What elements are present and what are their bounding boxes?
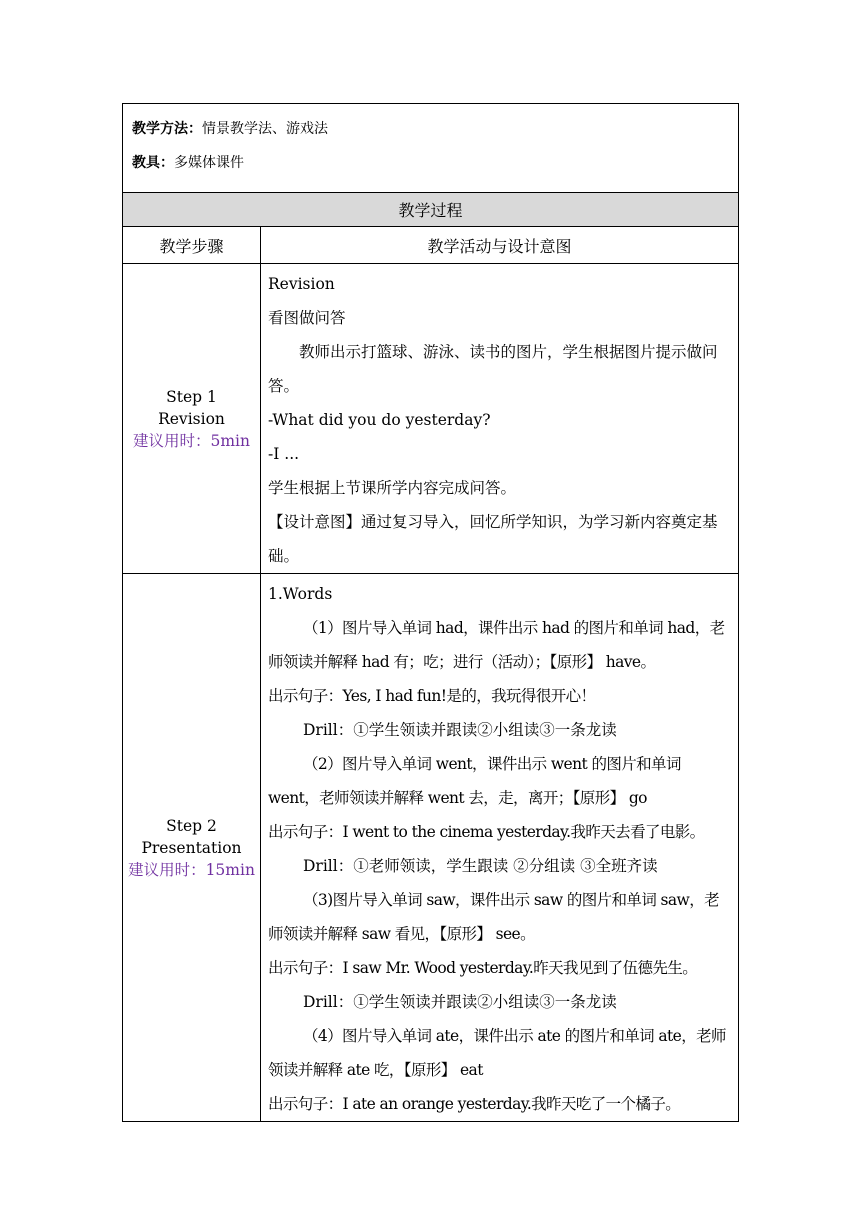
teaching-method-line xyxy=(132,112,738,146)
step2-line: 出示句子：I ate an orange yesterday.我昨天吃了一个橘子。 xyxy=(268,1095,681,1113)
tools-label: 教具： xyxy=(132,155,174,171)
step2-line: 出示句子：I went to the cinema yesterday.我昨天去看了电影。 xyxy=(268,823,705,841)
step1-line: -I ... xyxy=(268,445,300,463)
step2-line: 出示句子：I saw Mr. Wood yesterday.昨天我见到了伍德先生。 xyxy=(268,959,698,977)
lesson-plan-table xyxy=(122,103,739,1122)
step1-line: -What did you do yesterday? xyxy=(268,411,491,429)
step2-line: （2）图片导入单词 went，课件出示 went 的图片和单词 went，老师领读并解释 went 去，走，离开；【原形】 go xyxy=(268,755,681,807)
steps-column-header: 教学步骤 xyxy=(123,227,261,264)
step1-name: Revision xyxy=(158,409,225,428)
step2-cell xyxy=(123,574,261,1122)
step1-time: 建议用时：5min xyxy=(133,431,250,450)
process-title: 教学过程 xyxy=(123,193,739,227)
step2-line: （4）图片导入单词 ate，课件出示 ate 的图片和单词 ate，老师领读并解释 ate 吃，【原形】 eat xyxy=(268,1027,726,1079)
activities-column-header: 教学活动与设计意图 xyxy=(261,227,739,264)
design-intent-line: 【设计意图】通过复习导入，回忆所学知识，为学习新内容奠定基础。 xyxy=(268,513,718,565)
step2-line: （3)图片导入单词 saw，课件出示 saw 的图片和单词 saw，老师领读并解释 saw 看见，【原形】 see。 xyxy=(268,891,720,943)
teaching-tools-line xyxy=(132,146,738,180)
step2-time: 建议用时：15min xyxy=(128,860,255,879)
method-value: 情景教学法、游戏法 xyxy=(202,121,328,137)
step2-line: 出示句子：Yes, I had fun!是的，我玩得很开心！ xyxy=(268,687,596,705)
method-label: 教学方法： xyxy=(132,121,202,137)
step2-line: Drill：①学生领读并跟读②小组读③一条龙读 xyxy=(303,721,617,739)
header-cell xyxy=(123,104,739,193)
step2-line: Drill：①老师领读，学生跟读 ②分组读 ③全班齐读 xyxy=(303,857,658,875)
tools-value: 多媒体课件 xyxy=(174,155,244,171)
step1-content xyxy=(261,264,739,574)
step2-name: Presentation xyxy=(141,838,242,857)
step1-title: Step 1 xyxy=(166,387,217,406)
step2-line: 1.Words xyxy=(268,585,333,603)
step1-line: 学生根据上节课所学内容完成问答。 xyxy=(268,479,517,497)
step2-title: Step 2 xyxy=(166,816,217,835)
step2-content xyxy=(261,574,739,1122)
step2-line: （1）图片导入单词 had，课件出示 had 的图片和单词 had，老师领读并解释 had 有；吃；进行（活动）；【原形】 have。 xyxy=(268,619,725,671)
step1-line: Revision xyxy=(268,275,335,293)
step1-line: 看图做问答 xyxy=(268,309,346,327)
step2-line: Drill：①学生领读并跟读②小组读③一条龙读 xyxy=(303,993,617,1011)
step1-line: 教师出示打篮球、游泳、读书的图片，学生根据图片提示做问答。 xyxy=(268,343,718,395)
step1-cell xyxy=(123,264,261,574)
